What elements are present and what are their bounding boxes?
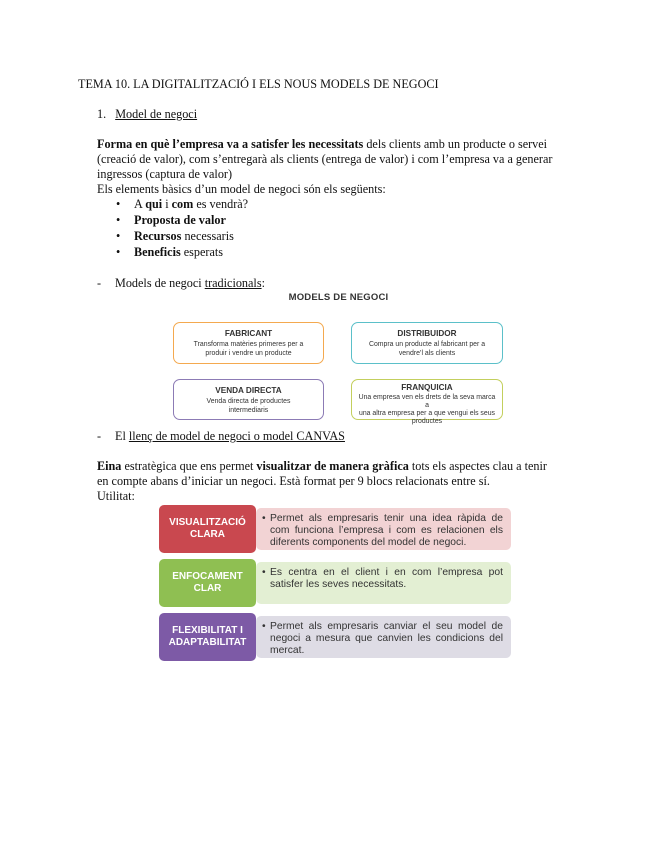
list-item [116,213,226,228]
model-box-venda-directa [173,379,324,420]
model-box-desc: intermediaris [228,407,269,414]
section-title: Model de negoci [115,107,198,121]
utilitat-text: Permet als empresaris tenir una idea ràpida de com funciona l’empresa i com es relacionen els diferents components del model de negoci. [270,513,503,548]
utilitat-tag-flexibilitat [159,613,256,661]
model-box-desc: Una empresa ven els drets de la seva marca a [358,394,496,409]
bullet-text: es vendrà? [193,197,249,211]
list-item [116,229,234,244]
bullet-icon: • [116,229,121,243]
model-box-distribuidor [351,322,503,364]
bullet-text: A [134,197,146,211]
model-box-title: FRANQUICIA [401,383,453,392]
definition-line-3: ingressos (captura de valor) [97,167,233,181]
model-box-title: VENDA DIRECTA [215,386,282,395]
bullet-icon: • [116,245,121,259]
tag-text: CLARA [189,529,225,540]
document-title: TEMA 10. LA DIGITALITZACIÓ I ELS NOUS MODELS DE NEGOCI [78,77,439,91]
model-box-title: DISTRIBUIDOR [397,329,457,338]
list-item [116,197,249,212]
model-box-franquicia [351,379,503,425]
definition-line-1 [97,137,547,152]
canvas-underlined: llenç de model de negoci o model CANVAS [128,429,345,443]
bullet-icon: • [262,513,266,524]
bullet-text: necessaris [181,229,234,243]
dash: - [97,276,102,290]
canvas-prefix: El [115,429,129,443]
tag-text: CLAR [193,583,222,594]
dash: - [97,429,102,443]
traditional-heading [97,276,265,291]
bullet-bold: Proposta de valor [134,213,226,227]
canvas-line-2: en compte abans d’iniciar un negoci. Està format per 9 blocs relacionats entre sí. [97,474,490,488]
canvas-bold: Eina [97,459,122,473]
utilitat-desc-enfocament [256,562,511,604]
model-box-desc: una altra empresa per a que vengui els seus [359,410,495,417]
definition-line-2: (creació de valor), com s’entregarà als clients (entrega de valor) i com l’empresa va a generar [97,152,553,166]
diagram-title: MODELS DE NEGOCI [288,292,389,303]
model-box-fabricant [173,322,324,364]
model-box-title: FABRICANT [224,329,273,338]
canvas-text: tots els aspectes clau a tenir [408,459,547,473]
bullet-icon: • [116,213,121,227]
bullet-text: esperats [180,245,224,259]
section-number: 1. [97,107,107,121]
canvas-heading [97,429,345,444]
utilitat-label: Utilitat: [97,489,135,503]
tag-text: FLEXIBILITAT I [172,625,243,636]
utilitat-desc-flexibilitat [256,616,511,658]
utilitat-tag-enfocament [159,559,256,607]
elements-intro: Els elements bàsics d’un model de negoci són els següents: [97,182,386,196]
utilitat-tag-visualitzacio [159,505,256,553]
model-box-desc: Compra un producte al fabricant per a [368,341,486,348]
model-box-desc: produir i vendre un producte [205,350,292,357]
traditional-suffix: : [261,276,265,290]
traditional-underlined: tradicionals [204,276,262,290]
section-heading [97,107,197,122]
bullet-bold: com [171,197,194,211]
tag-text: ENFOCAMENT [172,571,243,582]
canvas-line-1 [97,459,547,474]
bullet-bold: qui [145,197,163,211]
utilitat-text: Es centra en el client i en com l’empresa pot satisfer les seves necessitats. [270,567,503,590]
definition-bold: Forma en què l’empresa va a satisfer les necessitats [97,137,364,151]
bullet-icon: • [262,567,266,578]
utilitat-desc-visualitzacio [256,508,511,550]
definition-rest: dels clients amb un producte o servei [363,137,548,151]
bullet-icon: • [262,621,266,632]
bullet-bold: Recursos [134,229,182,243]
bullet-icon: • [116,197,121,211]
canvas-bold: visualitzar de manera gràfica [256,459,409,473]
bullet-text: i [162,197,172,211]
tag-text: VISUALITZACIÓ [169,517,246,528]
bullet-bold: Beneficis [134,245,181,259]
model-box-desc: vendre’l als clients [398,350,456,357]
model-box-desc: Transforma matèries primeres per a [193,341,304,348]
model-box-desc: Venda directa de productes [206,398,291,405]
canvas-text: estratègica que ens permet [121,459,257,473]
traditional-prefix: Models de negoci [115,276,205,290]
model-box-desc: productes [411,418,443,425]
list-item [116,245,224,260]
utilitat-text: Permet als empresaris canviar el seu model de negoci a mesura que canvien les condicions del mercat. [270,621,503,656]
tag-text: ADAPTABILITAT [168,637,247,648]
